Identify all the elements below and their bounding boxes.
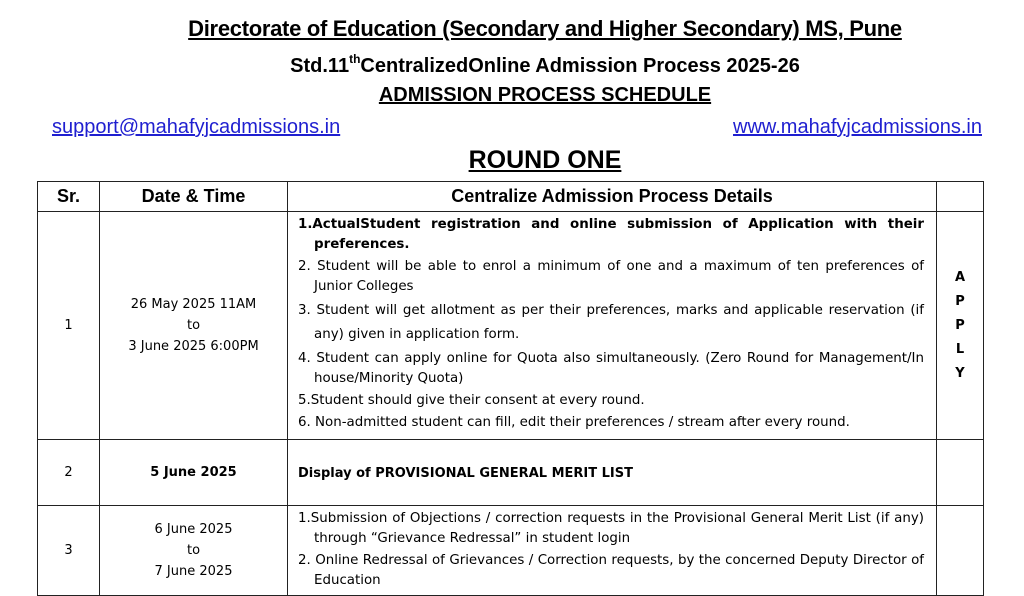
apply-letter: L — [955, 341, 965, 357]
row-sr: 1 — [38, 212, 100, 440]
apply-letter: P — [955, 293, 965, 309]
row-sr: 2 — [38, 440, 100, 506]
table-row — [38, 440, 984, 506]
document-title: Directorate of Education (Secondary and Higher Secondary) MS, Pune — [188, 16, 902, 41]
date-end: 7 June 2025 — [154, 564, 233, 579]
schedule-table — [37, 181, 984, 596]
apply-label — [937, 212, 984, 440]
date-start: 26 May 2025 11AM — [130, 297, 257, 312]
row-apply-empty — [937, 440, 984, 506]
row-sr: 3 — [38, 506, 100, 596]
subtitle-superscript: th — [349, 52, 361, 66]
table-header-row — [38, 182, 984, 212]
apply-letter: A — [954, 269, 966, 285]
date-to: to — [186, 318, 201, 333]
website-link[interactable]: www.mahafyjcadmissions.in — [733, 116, 982, 138]
round-heading: ROUND ONE — [468, 146, 622, 174]
detail-point: 1.ActualStudent registration and online submission of Application with their preferences. — [298, 217, 924, 252]
detail-point: 4. Student can apply online for Quota also simultaneously. (Zero Round for Management/In house/Minority Quota) — [298, 351, 924, 386]
row-details: Display of PROVISIONAL GENERAL MERIT LIST — [288, 440, 937, 506]
support-email-link[interactable]: support@mahafyjcadmissions.in — [52, 116, 341, 138]
detail-point: 2. Student will be able to enrol a minimum of one and a maximum of ten preferences of Junior Colleges — [298, 259, 924, 294]
row-date — [100, 212, 288, 440]
subtitle-prefix: Std.11 — [290, 55, 350, 77]
apply-letter: P — [955, 317, 965, 333]
date-end: 3 June 2025 6:00PM — [128, 339, 259, 354]
table-row — [38, 212, 984, 440]
apply-letter: Y — [955, 365, 965, 381]
header-apply — [937, 182, 984, 212]
header-sr: Sr. — [38, 182, 100, 212]
detail-point: 2. Online Redressal of Grievances / Correction requests, by the concerned Deputy Director of Education — [298, 553, 924, 588]
detail-point: 5.Student should give their consent at every round. — [298, 393, 645, 408]
row-details — [288, 212, 937, 440]
row-details — [288, 506, 937, 596]
subtitle-rest: CentralizedOnline Admission Process 2025-26 — [360, 55, 800, 77]
header-details: Centralize Admission Process Details — [288, 182, 937, 212]
schedule-heading: ADMISSION PROCESS SCHEDULE — [378, 84, 712, 106]
header-date-time: Date & Time — [100, 182, 288, 212]
detail-point: 3. Student will get allotment as per their preferences, marks and applicable reservation (if any) given in application form. — [298, 303, 924, 342]
date-to: to — [186, 543, 201, 558]
date-start: 6 June 2025 — [154, 522, 233, 537]
detail-point: 1.Submission of Objections / correction requests in the Provisional General Merit List (if any) through “Grievance Redressal” in student login — [298, 511, 924, 546]
row-apply-empty — [937, 506, 984, 596]
row-date: 5 June 2025 — [100, 440, 288, 506]
detail-point: 6. Non-admitted student can fill, edit their preferences / stream after every round. — [298, 415, 850, 430]
row-date — [100, 506, 288, 596]
document-subtitle — [0, 52, 1024, 78]
table-row — [38, 506, 984, 596]
